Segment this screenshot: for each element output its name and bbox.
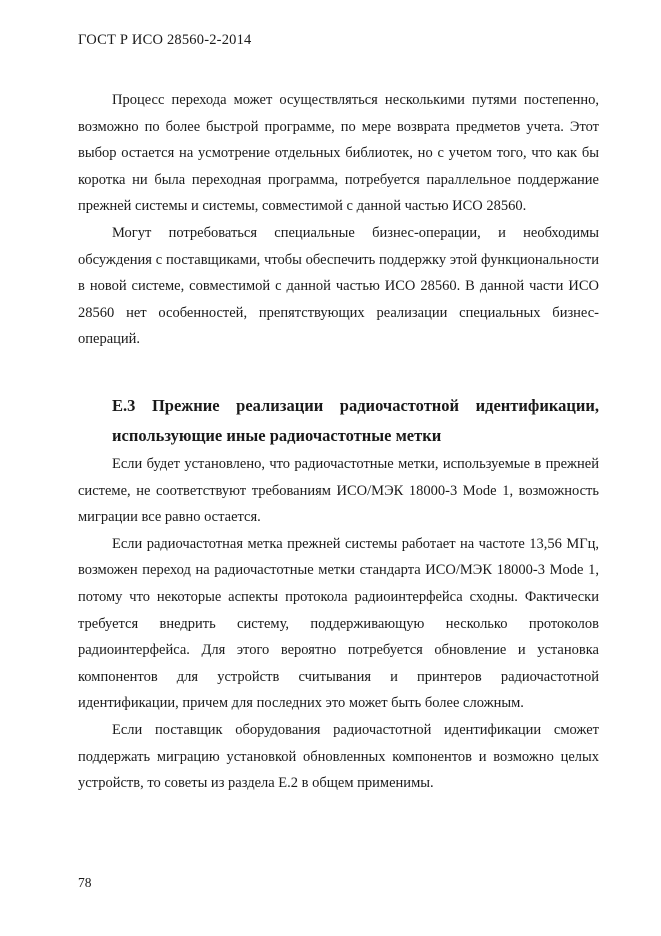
page-number: 78 [78,875,92,890]
paragraph: Могут потребоваться специальные бизнес-операции, и необходимы обсуждения с поставщиками, чтобы обеспечить поддержку этой функциональности в новой системе, совместимой с данной частью ИСО 28560. В данной части ИСО 28560 нет особенностей, препятствующих реализации специальных бизнес-операций. [78,224,599,348]
intro-text-block [78,87,599,353]
section-heading-e3: Е.3 Прежние реализации радиочастотной идентификации, использующие иные радиочастотные метки [112,396,599,445]
section-e3-text-block [78,451,599,797]
page-header-standard: ГОСТ Р ИСО 28560-2-2014 [78,32,252,48]
paragraph: Если будет установлено, что радиочастотные метки, используемые в прежней системе, не соответствуют требованиям ИСО/МЭК 18000-3 Mode 1, возможность миграции все равно остается. [78,456,599,526]
paragraph: Процесс перехода может осуществляться несколькими путями постепенно, возможно по более быстрой программе, по мере возврата предметов учета. Этот выбор остается на усмотрение отдельных библиотек, но с учетом того, что как бы коротка ни была переходная программа, потребуется параллельное поддержание прежней системы и системы, совместимой с данной частью ИСО 28560. [78,92,599,215]
paragraph: Если поставщик оборудования радиочастотной идентификации сможет поддержать миграцию установкой обновленных компонентов и возможно целых устройств, то советы из раздела Е.2 в общем применимы. [78,721,599,792]
paragraph: Если радиочастотная метка прежней системы работает на частоте 13,56 МГц, возможен переход на радиочастотные метки стандарта ИСО/МЭК 18000-3 Mode 1, потому что некоторые аспекты протокола радиоинтерфейса сходны. Фактически требуется внедрить систему, поддерживающую несколько протоколов радиоинтерфейса. Для этого вероятно потребуется обновление и установка компонентов для устройств считывания и принтеров радиочастотной идентификации, причем для последних это может быть более сложным. [78,535,599,712]
